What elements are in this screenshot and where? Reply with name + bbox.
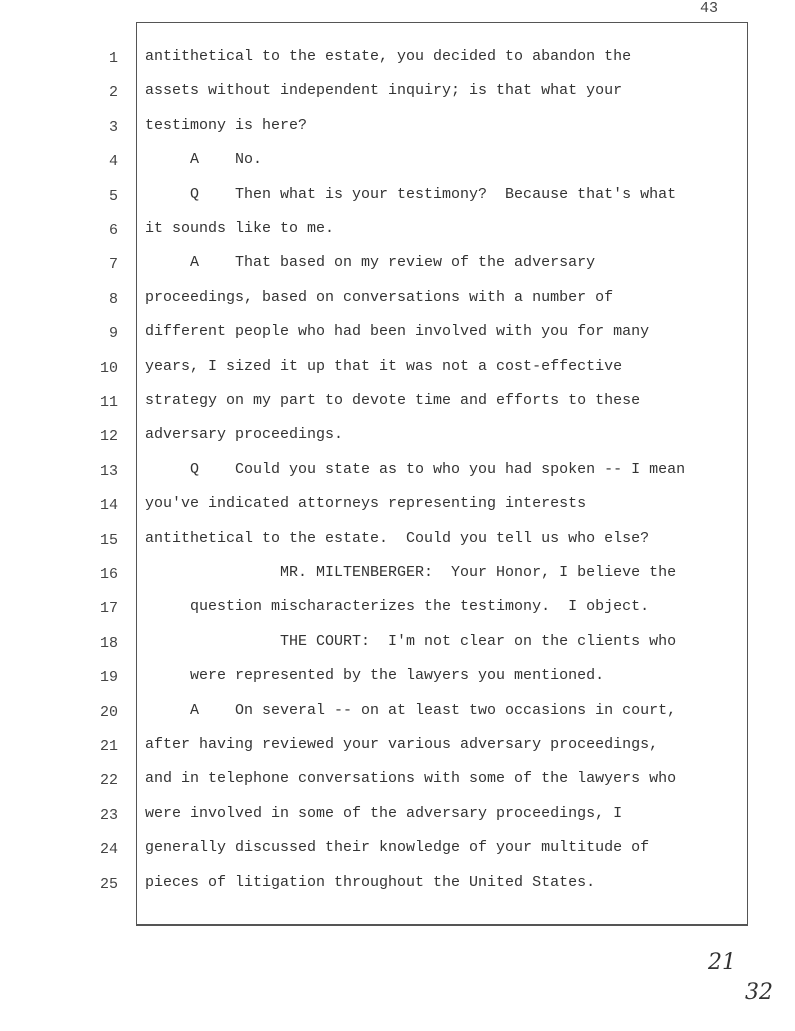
line-number: 7 [108,256,118,274]
line-number: 13 [99,462,118,480]
line-text: MR. MILTENBERGER: Your Honor, I believe the [145,564,677,581]
line-number: 2 [108,84,118,102]
line-text: antithetical to the estate, you decided to abandon the [145,48,632,65]
line-number: 17 [99,600,118,618]
line-number: 23 [99,806,118,824]
line-number: 20 [99,703,118,721]
line-number: 22 [99,772,118,790]
handwritten-note: 21 [708,950,736,975]
line-text: different people who had been involved with you for many [145,323,650,341]
line-text: testimony is here? [145,116,308,134]
line-number: 4 [108,153,118,171]
line-number: 15 [99,531,118,549]
line-number: 14 [99,497,118,515]
line-number: 12 [99,428,118,446]
line-text: THE COURT: I'm not clear on the clients who [145,632,677,650]
line-text: A That based on my review of the adversary [145,254,596,272]
line-text: generally discussed their knowledge of your multitude of [145,839,650,857]
line-number: 1 [108,50,118,67]
handwritten-note: 32 [745,980,773,1005]
line-text: adversary proceedings. [145,426,344,444]
line-text: proceedings, based on conversations with a number of [145,288,614,306]
line-text: Q Could you state as to who you had spoken -- I mean [145,460,686,478]
line-number: 18 [99,634,118,652]
line-number: 25 [99,875,118,893]
line-text: years, I sized it up that it was not a cost-effective [145,357,623,375]
line-number: 3 [108,118,118,136]
line-number: 24 [99,841,118,859]
line-text: pieces of litigation throughout the United States. [145,873,596,891]
page-number: 43 [700,0,719,17]
line-number: 10 [99,359,118,377]
line-text: after having reviewed your various adversary proceedings, [145,736,659,753]
line-number: 21 [99,738,118,755]
line-number: 9 [108,325,118,343]
line-text: A On several -- on at least two occasions in court, [145,701,677,719]
line-text: Q Then what is your testimony? Because that's what [145,185,677,203]
line-text: antithetical to the estate. Could you tell us who else? [145,529,650,547]
line-text: assets without independent inquiry; is that what your [145,82,623,100]
line-number: 16 [99,566,118,583]
line-text: you've indicated attorneys representing interests [145,495,587,513]
line-number: 6 [108,222,118,239]
line-number: 19 [99,669,118,687]
line-text: question mischaracterizes the testimony. I object. [145,598,650,616]
line-number: 5 [108,187,118,205]
line-text: it sounds like to me. [145,220,335,237]
line-text: and in telephone conversations with some of the lawyers who [145,770,677,788]
line-text: were represented by the lawyers you mentioned. [145,667,605,685]
line-text: A No. [145,151,263,169]
line-number: 8 [108,290,118,308]
line-text: strategy on my part to devote time and efforts to these [145,392,641,409]
line-number: 11 [99,394,118,411]
line-text: were involved in some of the adversary proceedings, I [145,804,623,822]
